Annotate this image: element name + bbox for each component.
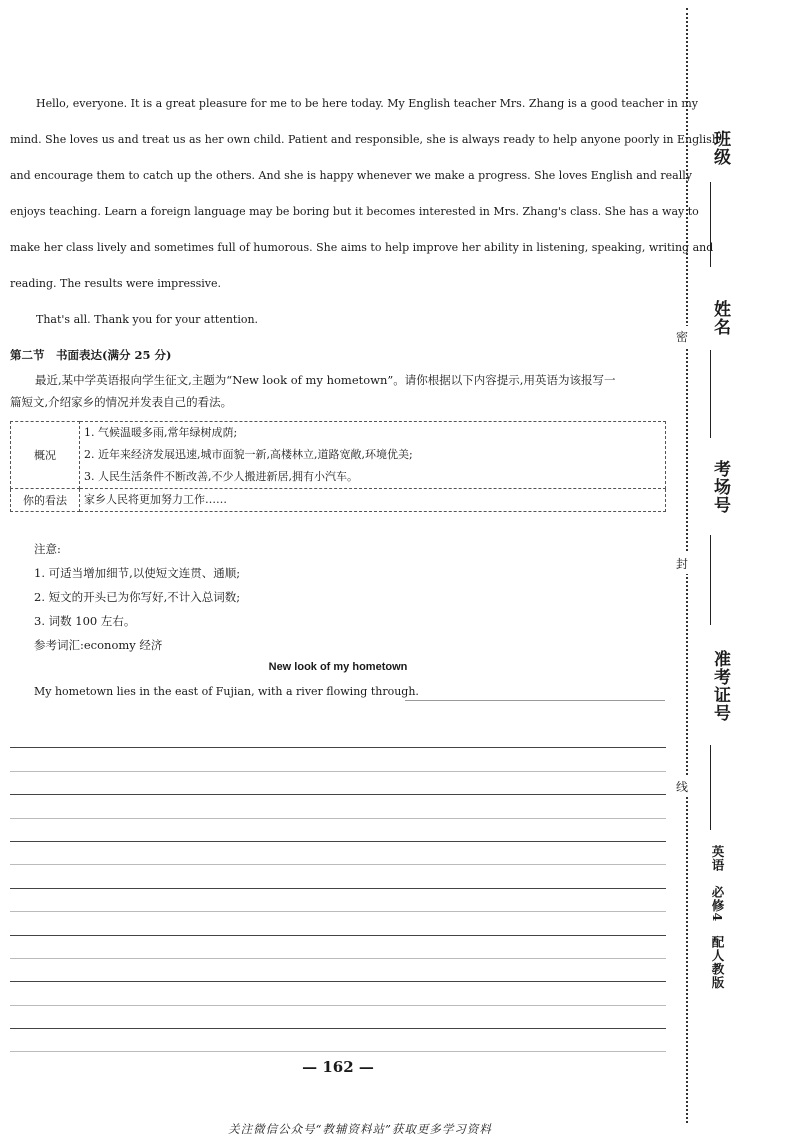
overview-item: 1. 气候温暖多雨,常年绿树成荫; [84,426,238,439]
writing-line[interactable] [10,748,666,771]
opinion-text: 家乡人民将更加努力工作…… [84,493,227,506]
vocab-note: 参考词汇:economy 经济 [34,638,163,652]
writing-line[interactable] [10,865,666,888]
speech-line: make her class lively and sometimes full of humorous. She aims to help improve her ability in listening, speaking, writing and [10,241,714,254]
admission-number-field-label: 准考证号 [710,650,730,722]
opinion-content [80,489,666,512]
writing-line[interactable] [10,959,666,982]
name-field-line[interactable] [710,350,711,438]
admission-number-field-line[interactable] [710,745,711,830]
writing-line[interactable] [10,819,666,842]
writing-line[interactable] [10,795,666,818]
exam-room-field-label: 考场号 [710,460,730,514]
opinion-header: 你的看法 [11,489,80,512]
section-title: 第二节 书面表达(满分 25 分) [10,348,172,362]
prompt-line: 篇短文,介绍家乡的情况并发表自己的看法。 [10,395,233,409]
writing-line[interactable] [10,1006,666,1029]
name-field-label: 姓名 [710,300,730,336]
binding-mark: 线 [676,776,688,797]
note-item: 2. 短文的开头已为你写好,不计入总词数; [34,590,241,604]
speech-line: and encourage them to catch up the others. And she is happy whenever we make a progress. She loves English and really [10,169,692,182]
speech-line: enjoys teaching. Learn a foreign language may be boring but it becomes interested in Mrs. Zhang's class. She has a way to [10,205,699,218]
writing-line[interactable] [10,725,666,748]
page-number: — 162 — [302,1058,374,1076]
speech-line: Hello, everyone. It is a great pleasure for me to be here today. My English teacher Mrs. Zhang is a good teacher in my [36,97,699,110]
overview-content [80,422,666,489]
footer-note: 关注微信公众号“教辅资料站”获取更多学习资料 [228,1122,492,1136]
overview-header: 概况 [11,422,80,489]
note-item: 3. 词数 100 左右。 [34,614,136,628]
note-item: 1. 可适当增加细节,以使短文连贯、通顺; [34,566,241,580]
writing-area[interactable] [10,725,666,1052]
speech-line: reading. The results were impressive. [10,277,221,290]
sample-speech [10,86,719,338]
writing-line[interactable] [10,936,666,959]
writing-line[interactable] [10,889,666,912]
overview-item: 3. 人民生活条件不断改善,不少人搬进新居,拥有小汽车。 [84,470,358,483]
speech-line: mind. She loves us and treat us as her own child. Patient and responsible, she is always ready to help anyone poorly in English [10,133,719,146]
notes-heading: 注意: [34,542,61,556]
exam-room-field-line[interactable] [710,535,711,625]
essay-first-sentence: My hometown lies in the east of Fujian, with a river flowing through. [34,685,419,698]
writing-line[interactable] [10,912,666,935]
binding-mark: 密 [676,326,688,347]
binding-mark: 封 [676,553,688,574]
class-field-line[interactable] [710,182,711,267]
overview-item: 2. 近年来经济发展迅速,城市面貌一新,高楼林立,道路宽敞,环境优美; [84,448,413,461]
writing-line[interactable] [10,772,666,795]
prompt-line: 最近,某中学英语报向学生征文,主题为“New look of my hometown”。请你根据以下内容提示,用英语为该报写一 [35,373,616,387]
writing-prompt [10,369,666,413]
class-field-label: 班级 [710,130,730,166]
essay-title: New look of my hometown [268,661,408,673]
writing-line[interactable] [405,700,665,701]
course-label: 英语 必修4 配人教版 [710,845,725,990]
writing-line[interactable] [10,1029,666,1052]
writing-line[interactable] [10,982,666,1005]
notes [34,537,240,657]
info-table [10,421,666,512]
speech-closing: That's all. Thank you for your attention. [36,313,259,326]
writing-line[interactable] [10,842,666,865]
